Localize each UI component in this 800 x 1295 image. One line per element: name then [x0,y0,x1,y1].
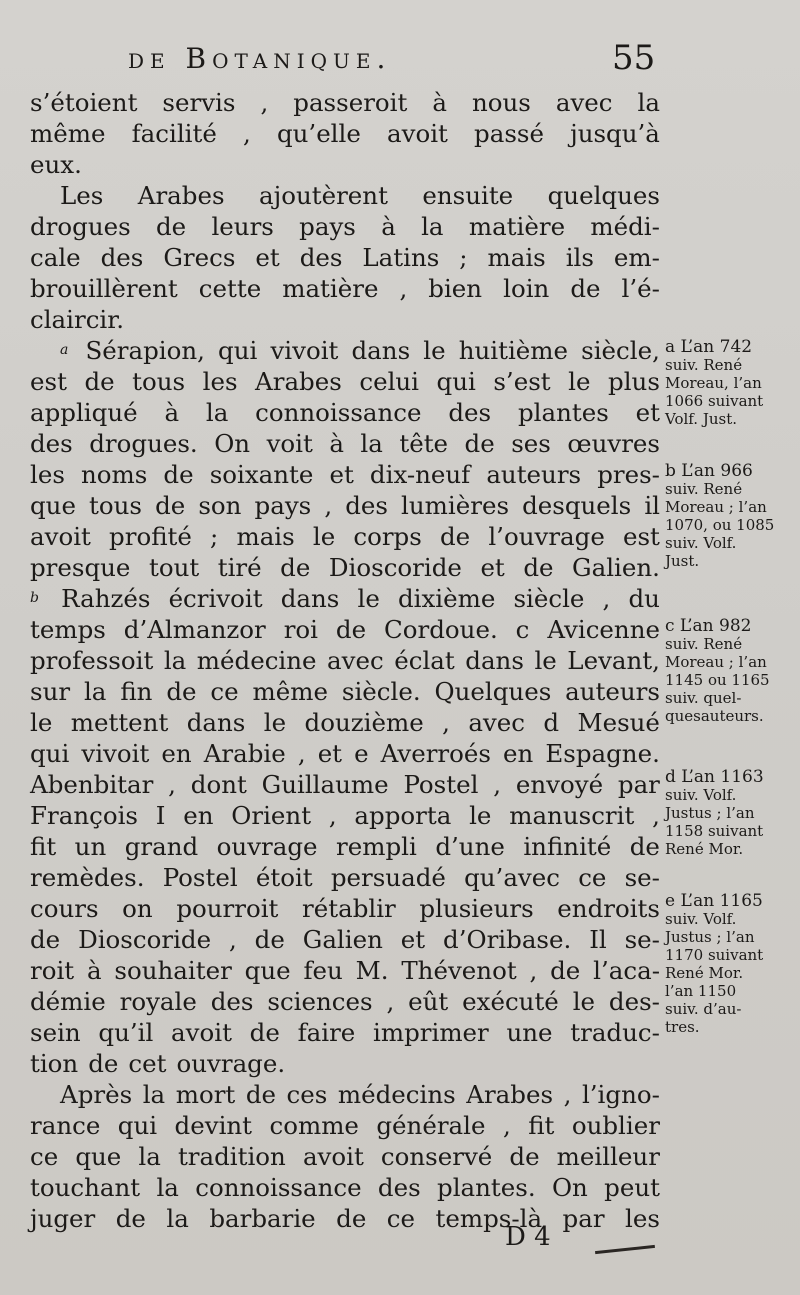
margin-note-line: suiv. Volf. [665,534,737,552]
text-line: Les Arabes ajoutèrent ensuite quelques [60,181,660,210]
margin-note-line: Justus ; l’an [665,928,755,946]
text-line: le mettent dans le douzième , avec d Mesué [30,708,660,737]
text-line: Abenbitar , dont Guillaume Postel , envoyé par [30,770,660,799]
signature-rule [595,1245,655,1254]
footnote-marker: b [30,590,39,606]
text-line: de Dioscoride , de Galien et d’Oribase. Il se- [30,925,660,954]
text-line: cours on pourroit rétablir plusieurs endroits [30,894,660,923]
margin-note-line: l’an 1150 [665,982,737,1000]
text-line: professoit la médecine avec éclat dans le Levant, [30,646,660,675]
text-line: Après la mort de ces médecins Arabes , l’igno- [60,1080,660,1109]
footnote-marker: a [60,342,69,358]
margin-note-line: 1158 suivant [665,822,764,840]
text-line: temps d’Almanzor roi de Cordoue. c Avicenne [30,615,660,644]
margin-note [665,892,790,1036]
margin-note-line: Volf. Just. [665,410,738,428]
text-line: drogues de leurs pays à la matière médi- [30,212,660,241]
text-line: que tous de son pays , des lumières desquels il [30,491,660,520]
margin-note-line: suiv. René [665,635,743,653]
text-line: fit un grand ouvrage rempli d’une infinité de [30,832,660,861]
text-line: est de tous les Arabes celui qui s’est le plus [30,367,660,396]
text-line: les noms de soixante et dix-neuf auteurs pres- [30,460,660,489]
margin-note-line: René Mor. [665,964,744,982]
text-line: b Rahzés écrivoit dans le dixième siècle , du [30,584,660,613]
margin-note-line: b L’an 966 [665,461,753,481]
margin-note [665,768,790,858]
body-text [30,87,660,1234]
text-line: ce que la tradition avoit conservé de meilleur [30,1142,660,1171]
margin-note-line: c L’an 982 [665,616,752,636]
text-line: démie royale des sciences , eût exécuté le des- [30,987,660,1016]
text-line: brouillèrent cette matière , bien loin de l’é- [30,274,660,303]
margin-note-line: suiv. René [665,480,743,498]
margin-note-line: Justus ; l’an [665,804,755,822]
text-line: claircir. [30,305,125,334]
page-header [0,38,800,78]
margin-note [665,338,790,428]
margin-note-line: a L’an 742 [665,337,753,357]
text-line: remèdes. Postel étoit persuadé qu’avec ce se- [30,863,660,892]
margin-note-line: suiv. quel- [665,689,742,707]
margin-note [665,462,790,570]
margin-note-line: Moreau ; l’an [665,653,767,671]
margin-note-line: tres. [665,1018,700,1036]
margin-note-line: Moreau, l’an [665,374,762,392]
margin-note-line: suiv. Volf. [665,910,737,928]
margin-note-line: suiv. d’au- [665,1000,742,1018]
text-line: des drogues. On voit à la tête de ses œuvres [30,429,660,458]
margin-note-line: suiv. Volf. [665,786,737,804]
text-line: François I en Orient , apporta le manuscrit , [30,801,660,830]
margin-note-line: 1070, ou 1085 [665,516,775,534]
margin-note-line: 1066 suivant [665,392,764,410]
margin-note-line: 1145 ou 1165 [665,671,770,689]
text-line: eux. [30,150,82,179]
margin-note-line: suiv. René [665,356,743,374]
text-line: a Sérapion, qui vivoit dans le huitième siècle, [60,336,660,365]
margin-note-line: 1170 suivant [665,946,764,964]
text-line: presque tout tiré de Dioscoride et de Galien. [30,553,660,582]
text-line: même facilité , qu’elle avoit passé jusqu’à [30,119,660,148]
margin-note-line: Just. [665,552,700,570]
margin-note-line: René Mor. [665,840,744,858]
text-line: cale des Grecs et des Latins ; mais ils em- [30,243,660,272]
text-line: appliqué à la connoissance des plantes et [30,398,660,427]
text-line: juger de la barbarie de ce temps-là par les [30,1204,660,1233]
margin-note-line: e L’an 1165 [665,891,763,911]
text-line: tion de cet ouvrage. [30,1049,286,1078]
margin-note-line: Moreau ; l’an [665,498,767,516]
text-line: touchant la connoissance des plantes. On peut [30,1173,660,1202]
margin-note [665,617,790,725]
text-line: sein qu’il avoit de faire imprimer une traduc- [30,1018,660,1047]
text-line: avoit profité ; mais le corps de l’ouvrage est [30,522,660,551]
running-head: de Botanique. [128,42,392,75]
margin-note-line: d L’an 1163 [665,767,764,787]
text-line: rance qui devint comme générale , fit oublier [30,1111,660,1140]
margin-note-line: quesauteurs. [665,707,764,725]
signature-mark: D 4 [505,1222,551,1252]
text-line: s’étoient servis , passeroit à nous avec la [30,88,660,117]
text-line: sur la fin de ce même siècle. Quelques auteurs [30,677,660,706]
text-line: qui vivoit en Arabie , et e Averroés en Espagne. [30,739,660,768]
page-number: 55 [612,38,656,78]
text-line: roit à souhaiter que feu M. Thévenot , de l’aca- [30,956,660,985]
